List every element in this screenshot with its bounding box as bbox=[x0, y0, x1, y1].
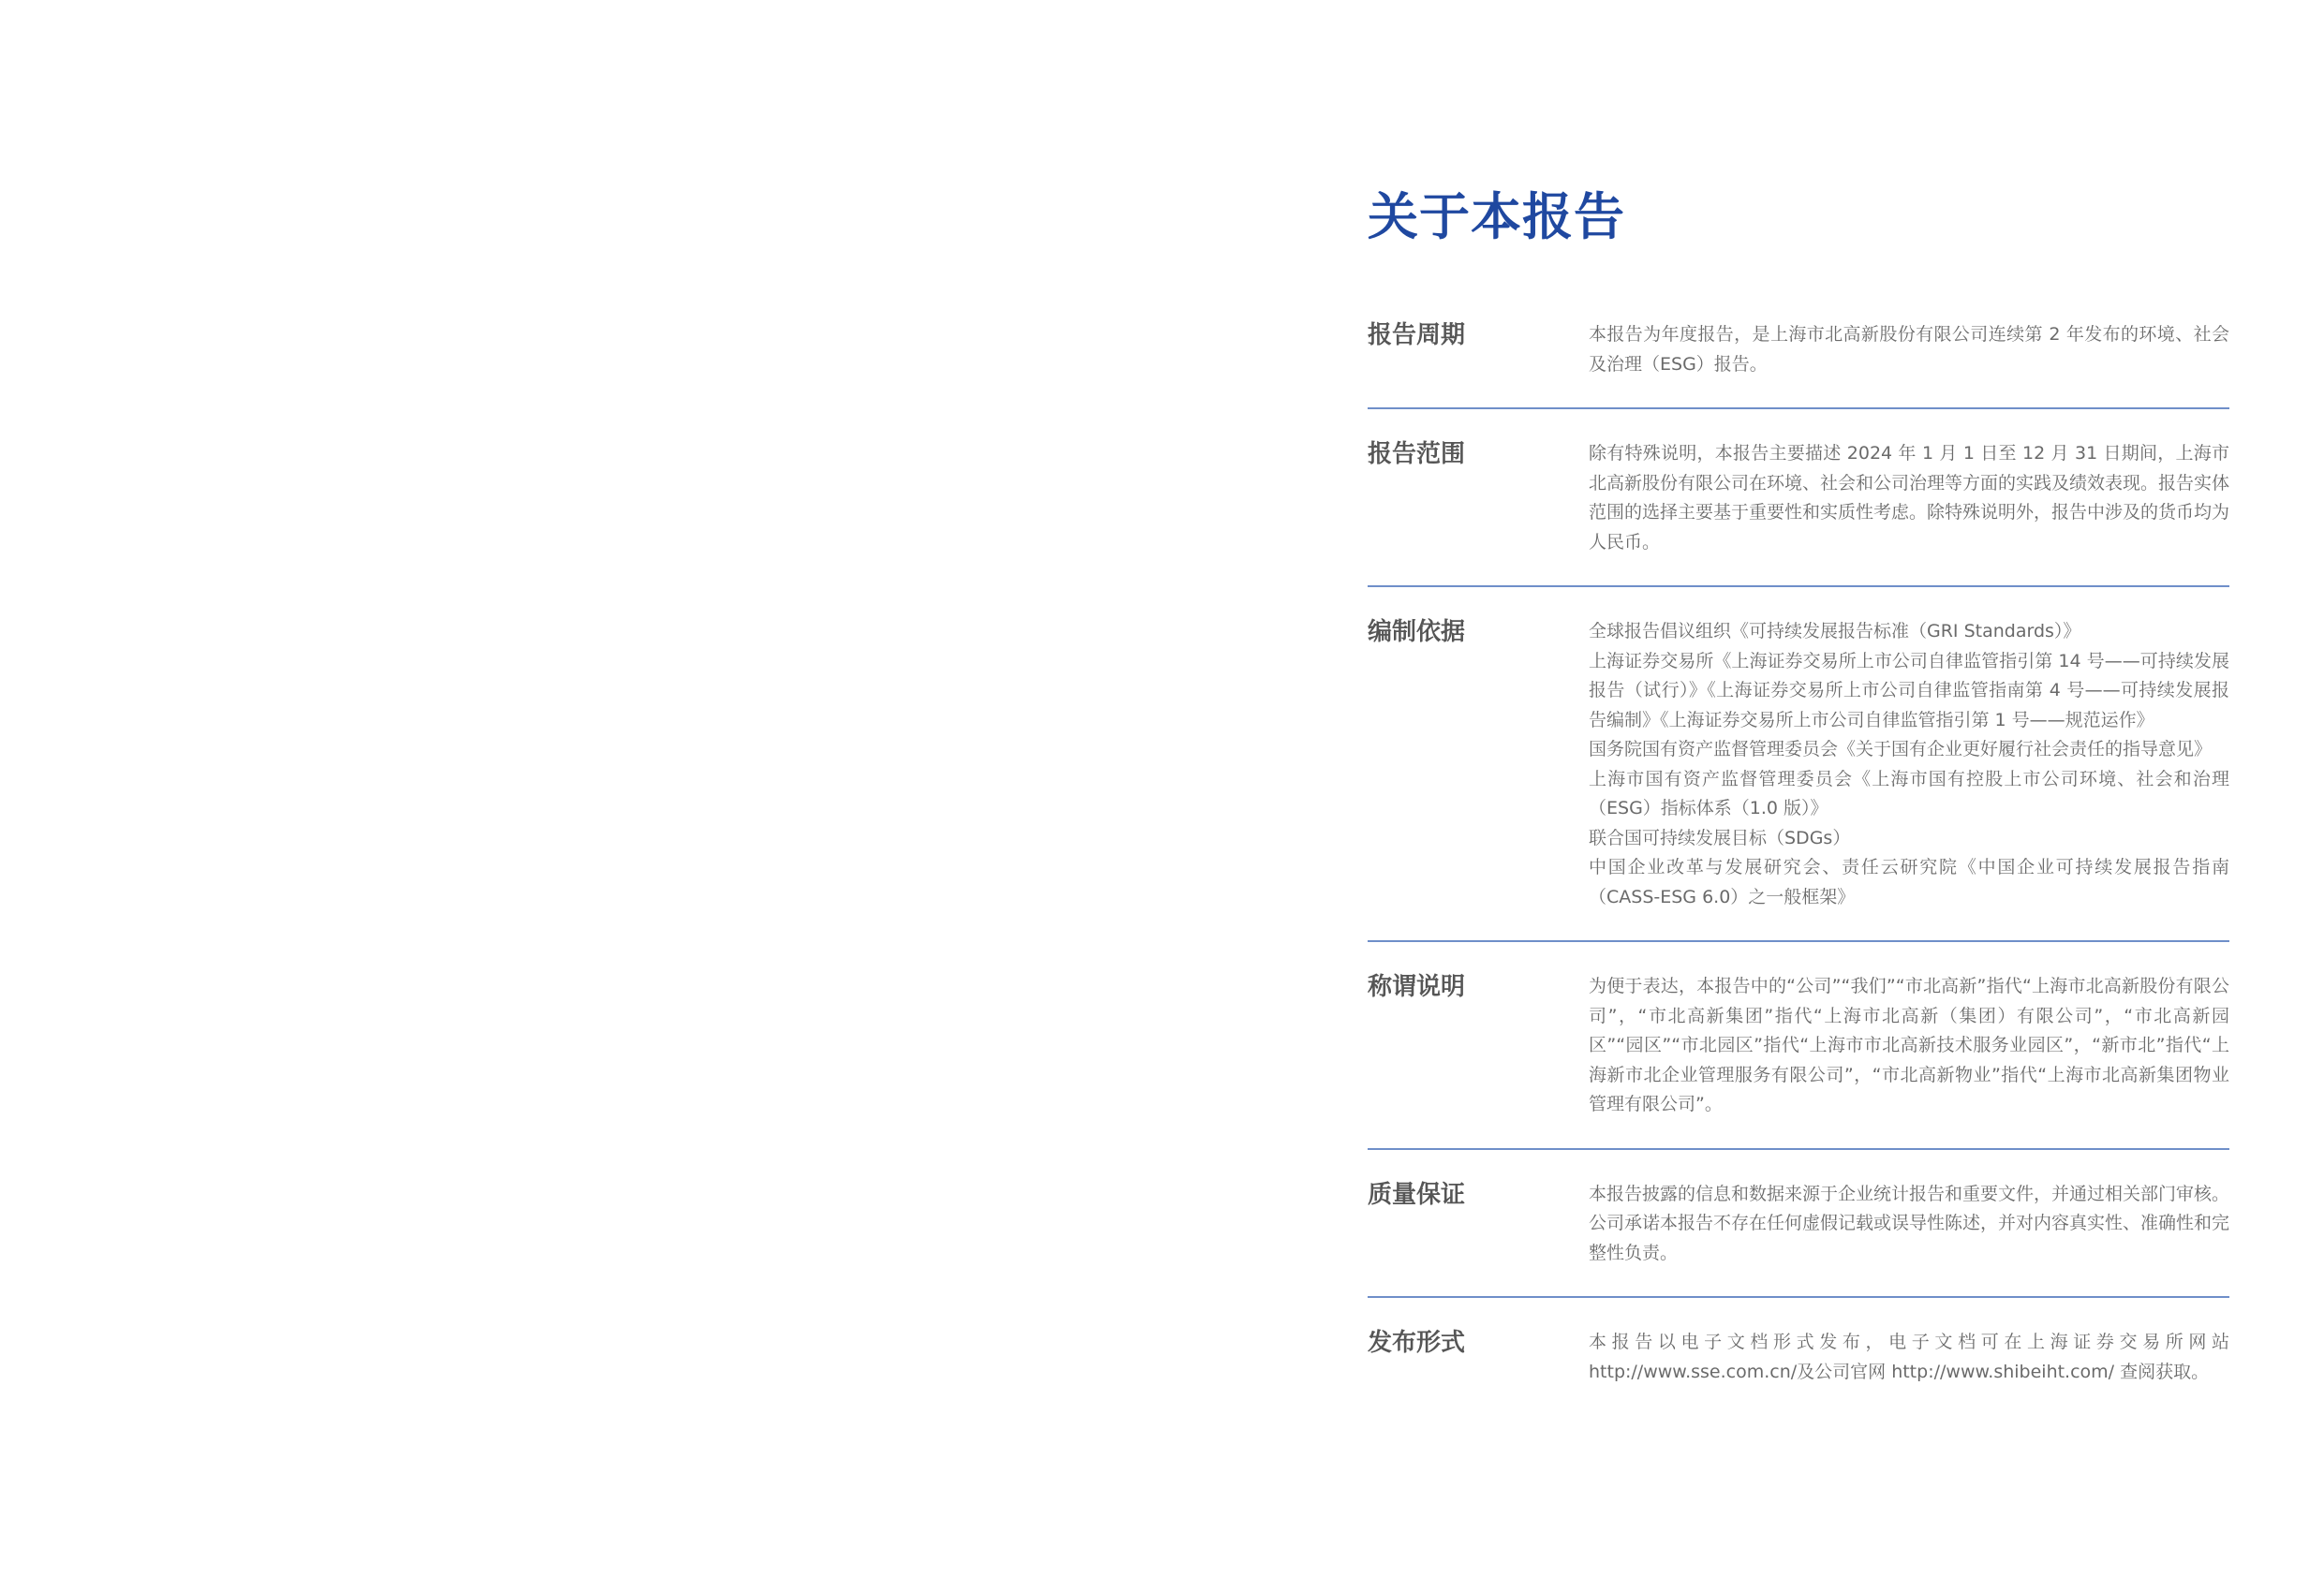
section-quality-assurance bbox=[1368, 1169, 2229, 1299]
section-report-period bbox=[1368, 309, 2229, 409]
section-label: 质量保证 bbox=[1368, 1180, 1466, 1209]
basis-item-sdgs: 联合国可持续发展目标（SDGs） bbox=[1589, 827, 1851, 848]
section-body bbox=[1589, 439, 2229, 557]
section-paragraph: 本报告为年度报告，是上海市北高新股份有限公司连续第 2 年发布的环境、社会及治理（ESG）报告。 bbox=[1589, 324, 2229, 375]
section-label: 发布形式 bbox=[1368, 1329, 1466, 1357]
section-body bbox=[1589, 617, 2229, 912]
section-body bbox=[1589, 1180, 2229, 1269]
section-publication-format bbox=[1368, 1317, 2229, 1415]
section-body bbox=[1589, 972, 2229, 1120]
basis-item-gri: 全球报告倡议组织《可持续发展报告标准（GRI Standards）》 bbox=[1589, 621, 2081, 641]
basis-item-cass: 中国企业改革与发展研究会、责任云研究院《中国企业可持续发展报告指南（CASS-ESG 6.0）之一般框架》 bbox=[1589, 857, 2229, 907]
section-label: 报告周期 bbox=[1368, 321, 1466, 349]
section-label: 编制依据 bbox=[1368, 618, 1466, 646]
section-label: 称谓说明 bbox=[1368, 973, 1466, 1001]
section-paragraph: 本报告披露的信息和数据来源于企业统计报告和重要文件，并通过相关部门审核。公司承诺本报告不存在任何虚假记载或误导性陈述，并对内容真实性、准确性和完整性负责。 bbox=[1589, 1183, 2230, 1263]
report-sections bbox=[1368, 309, 2229, 1415]
basis-item-shanghai-sasac: 上海市国有资产监督管理委员会《上海市国有控股上市公司环境、社会和治理（ESG）指标体系（1.0 版）》 bbox=[1589, 768, 2229, 818]
section-paragraph: 除有特殊说明，本报告主要描述 2024 年 1 月 1 日至 12 月 31 日期间，上海市北高新股份有限公司在环境、社会和公司治理等方面的实践及绩效表现。报告实体范围的选择主要基于重要性和实质性考虑。除特殊说明外，报告中涉及的货币均为人民币。 bbox=[1589, 443, 2230, 553]
section-body bbox=[1589, 1328, 2229, 1387]
section-terminology bbox=[1368, 961, 2229, 1150]
basis-item-sasac: 国务院国有资产监督管理委员会《关于国有企业更好履行社会责任的指导意见》 bbox=[1589, 739, 2213, 759]
section-report-scope bbox=[1368, 428, 2229, 587]
section-paragraph: 本报告以电子文档形式发布，电子文档可在上海证券交易所网站 http://www.sse.com.cn/及公司官网 http://www.shibeiht.com/ 查阅获取。 bbox=[1589, 1332, 2229, 1382]
section-body bbox=[1589, 320, 2229, 379]
section-compilation-basis bbox=[1368, 606, 2229, 942]
section-label: 报告范围 bbox=[1368, 440, 1466, 468]
basis-item-sse: 上海证券交易所《上海证券交易所上市公司自律监管指引第 14 号——可持续发展报告（试行）》《上海证券交易所上市公司自律监管指南第 4 号——可持续发展报告编制》《上海证券交易所上市公司自律监管指引第 1 号——规范运作》 bbox=[1589, 650, 2229, 730]
section-paragraph: 为便于表达，本报告中的“公司”“我们”“市北高新”指代“上海市北高新股份有限公司”，“市北高新集团”指代“上海市北高新（集团）有限公司”，“市北高新园区”“园区”“市北园区”指代“上海市市北高新技术服务业园区”，“新市北”指代“上海新市北企业管理服务有限公司”，“市北高新物业”指代“上海市北高新集团物业管理有限公司”。 bbox=[1589, 976, 2229, 1114]
page-title: 关于本报告 bbox=[1368, 187, 1625, 246]
